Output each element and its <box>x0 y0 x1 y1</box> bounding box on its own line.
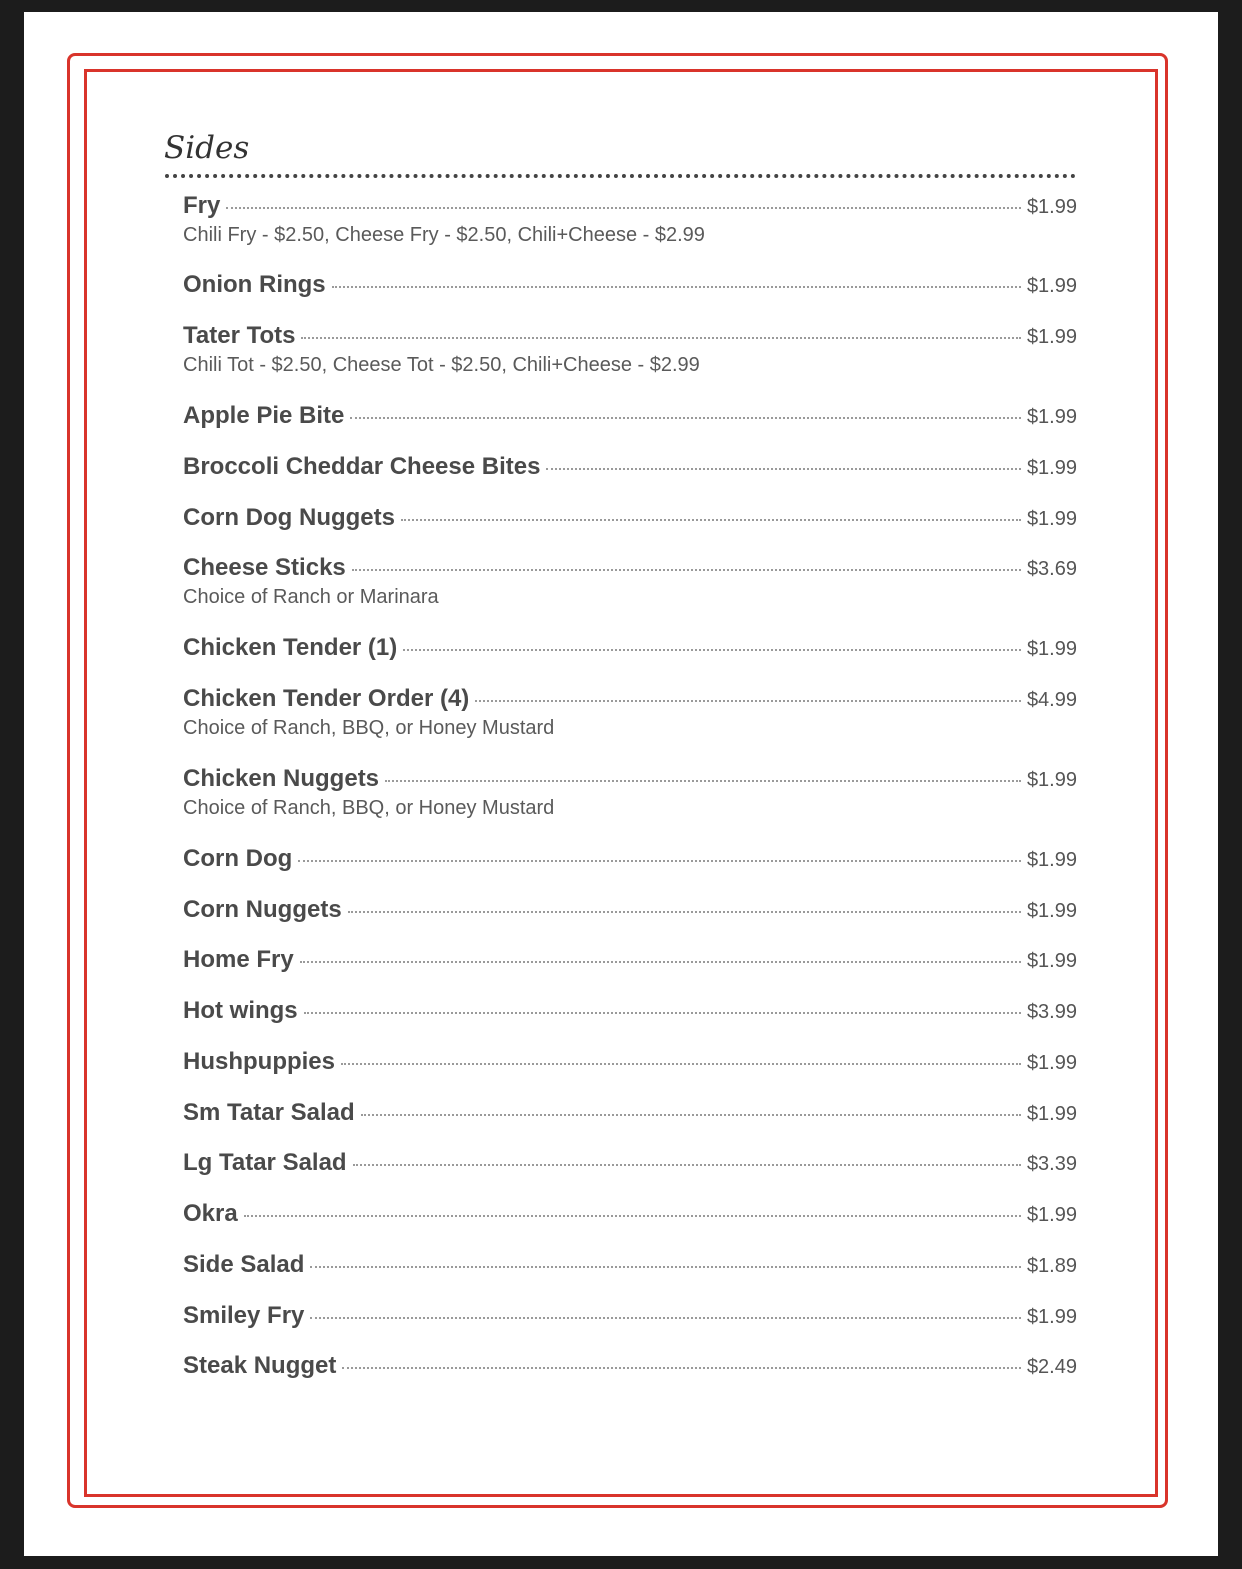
item-price: $1.99 <box>1026 1306 1077 1328</box>
item-name: Corn Dog <box>183 845 293 872</box>
item-name: Chicken Tender (1) <box>183 634 398 661</box>
dot-leader <box>244 1215 1021 1217</box>
menu-item <box>183 190 1077 246</box>
dot-leader <box>298 860 1021 862</box>
section-title: Sides <box>164 130 250 166</box>
dot-leader <box>385 780 1021 782</box>
menu-item <box>183 552 1077 608</box>
menu-item <box>183 763 1077 819</box>
item-name: Corn Nuggets <box>183 896 342 923</box>
item-price: $1.99 <box>1026 275 1077 297</box>
item-description: Choice of Ranch, BBQ, or Honey Mustard <box>183 717 555 739</box>
dot-leader <box>310 1266 1021 1268</box>
item-name: Steak Nugget <box>183 1352 337 1379</box>
dot-leader <box>226 207 1021 209</box>
item-name: Hushpuppies <box>183 1048 336 1075</box>
dot-leader <box>301 337 1020 339</box>
menu-item <box>183 451 1077 495</box>
item-description: Choice of Ranch, BBQ, or Honey Mustard <box>183 797 555 819</box>
item-name: Smiley Fry <box>183 1302 305 1329</box>
item-price: $1.99 <box>1026 900 1077 922</box>
item-price: $1.99 <box>1026 950 1077 972</box>
item-name: Lg Tatar Salad <box>183 1149 347 1176</box>
item-price: $1.99 <box>1026 508 1077 530</box>
item-name: Home Fry <box>183 946 294 973</box>
item-name: Cheese Sticks <box>183 554 346 581</box>
item-description: Chili Tot - $2.50, Cheese Tot - $2.50, Chili+Cheese - $2.99 <box>183 354 700 376</box>
dot-leader <box>350 417 1021 419</box>
dot-leader <box>361 1114 1021 1116</box>
item-name: Onion Rings <box>183 271 326 298</box>
item-price: $2.49 <box>1026 1356 1077 1378</box>
dot-leader <box>341 1063 1021 1065</box>
dot-leader <box>403 649 1021 651</box>
menu-item <box>183 320 1077 376</box>
item-name: Corn Dog Nuggets <box>183 504 395 531</box>
menu-item <box>183 1198 1077 1242</box>
item-name: Apple Pie Bite <box>183 402 345 429</box>
item-name: Okra <box>183 1200 238 1227</box>
dot-leader <box>401 519 1021 521</box>
item-name: Chicken Tender Order (4) <box>183 685 470 712</box>
item-description: Chili Fry - $2.50, Cheese Fry - $2.50, Chili+Cheese - $2.99 <box>183 224 705 246</box>
menu-item <box>183 502 1077 546</box>
item-price: $1.99 <box>1026 849 1077 871</box>
menu-item <box>183 1046 1077 1090</box>
menu-item <box>183 995 1077 1039</box>
item-price: $1.99 <box>1026 196 1077 218</box>
item-price: $1.99 <box>1026 457 1077 479</box>
dot-leader <box>546 468 1020 470</box>
menu-item <box>183 944 1077 988</box>
dot-leader <box>310 1317 1021 1319</box>
item-price: $1.99 <box>1026 326 1077 348</box>
item-price: $3.99 <box>1026 1001 1077 1023</box>
item-name: Side Salad <box>183 1251 305 1278</box>
item-price: $1.89 <box>1026 1255 1077 1277</box>
item-price: $4.99 <box>1026 689 1077 711</box>
item-price: $3.69 <box>1026 558 1077 580</box>
item-price: $1.99 <box>1026 1103 1077 1125</box>
dot-leader <box>353 1164 1021 1166</box>
menu-page <box>24 12 1218 1556</box>
item-name: Sm Tatar Salad <box>183 1099 355 1126</box>
item-name: Tater Tots <box>183 322 296 349</box>
menu-item <box>183 683 1077 739</box>
item-price: $1.99 <box>1026 406 1077 428</box>
item-name: Chicken Nuggets <box>183 765 380 792</box>
item-description: Choice of Ranch or Marinara <box>183 586 439 608</box>
menu-item <box>183 400 1077 444</box>
title-divider <box>165 174 1076 178</box>
menu-item <box>183 1147 1077 1191</box>
dot-leader <box>304 1012 1021 1014</box>
dot-leader <box>332 286 1021 288</box>
item-price: $1.99 <box>1026 769 1077 791</box>
dot-leader <box>475 700 1021 702</box>
item-price: $3.39 <box>1026 1153 1077 1175</box>
menu-item <box>183 1249 1077 1293</box>
item-name: Broccoli Cheddar Cheese Bites <box>183 453 541 480</box>
menu-item <box>183 843 1077 887</box>
dot-leader <box>352 569 1021 571</box>
item-price: $1.99 <box>1026 1204 1077 1226</box>
menu-item <box>183 894 1077 938</box>
menu-item <box>183 632 1077 676</box>
item-name: Fry <box>183 192 221 219</box>
dot-leader <box>300 961 1021 963</box>
item-price: $1.99 <box>1026 1052 1077 1074</box>
dot-leader <box>348 911 1021 913</box>
menu-item <box>183 1350 1077 1394</box>
menu-item <box>183 1097 1077 1141</box>
dot-leader <box>342 1367 1021 1369</box>
menu-item <box>183 1300 1077 1344</box>
item-name: Hot wings <box>183 997 298 1024</box>
item-price: $1.99 <box>1026 638 1077 660</box>
menu-item <box>183 269 1077 313</box>
